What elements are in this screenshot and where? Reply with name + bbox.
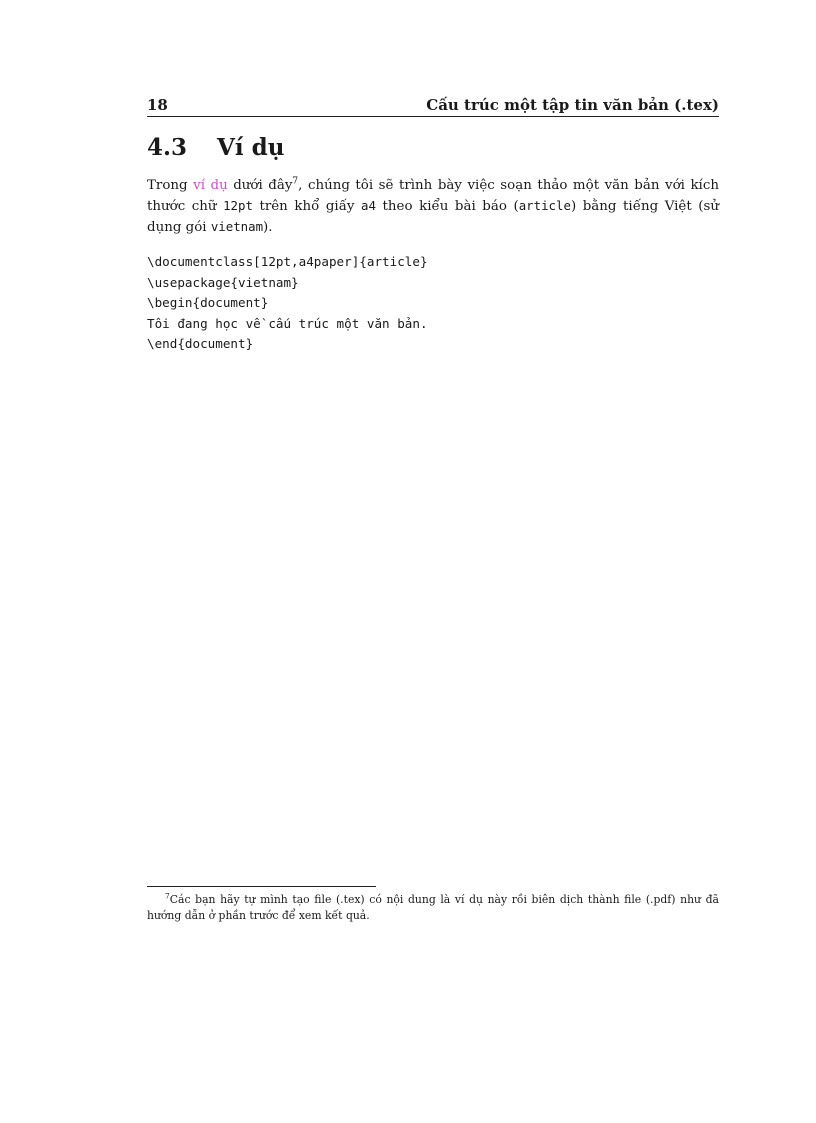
- code-line: \end{document}: [147, 336, 254, 352]
- cross-reference-link[interactable]: ví dụ: [193, 178, 228, 193]
- code-listing: [147, 252, 428, 355]
- code-line: \begin{document}: [147, 295, 269, 311]
- page-number: 18: [147, 96, 168, 114]
- text-run: , chúng tôi sẽ trình bày việc soạn thảo một văn bản với kích thước chữ: [147, 178, 719, 214]
- section-number: 4.3: [147, 134, 188, 161]
- running-header: [147, 92, 719, 117]
- text-run: theo kiểu bài báo (: [375, 199, 519, 214]
- body-paragraph: [147, 176, 719, 238]
- code-line: \usepackage{vietnam}: [147, 274, 299, 290]
- text-run: dưới đây: [227, 178, 293, 193]
- inline-code: article: [518, 198, 571, 213]
- text-run: Trong: [147, 178, 194, 193]
- footnote: [147, 892, 719, 924]
- footnote-divider: [147, 886, 376, 887]
- text-run: trên khổ giấy: [252, 199, 362, 214]
- inline-code: a4: [361, 198, 376, 213]
- text-run: ).: [263, 220, 273, 235]
- footnote-text: Các bạn hãy tự mình tạo file (.tex) có nội dung là ví dụ này rồi biên dịch thành file (.pdf) như đã hướng dẫn ở phần trước để xem kết quả.: [147, 893, 719, 922]
- section-heading: [147, 134, 284, 161]
- inline-code: vietnam: [210, 219, 264, 234]
- code-line: Tôi đang học về cấu trúc một văn bản.: [147, 315, 428, 331]
- footnote-number: 7: [165, 891, 170, 901]
- footnote-marker[interactable]: 7: [292, 176, 299, 187]
- chapter-title: Cấu trúc một tập tin văn bản (.tex): [426, 96, 719, 114]
- text-run: ) bằng tiếng Việt (sử dụng gói: [147, 199, 720, 235]
- inline-code: 12pt: [223, 198, 253, 213]
- code-line: \documentclass[12pt,a4paper]{article}: [147, 254, 428, 269]
- section-title: Ví dụ: [217, 134, 285, 161]
